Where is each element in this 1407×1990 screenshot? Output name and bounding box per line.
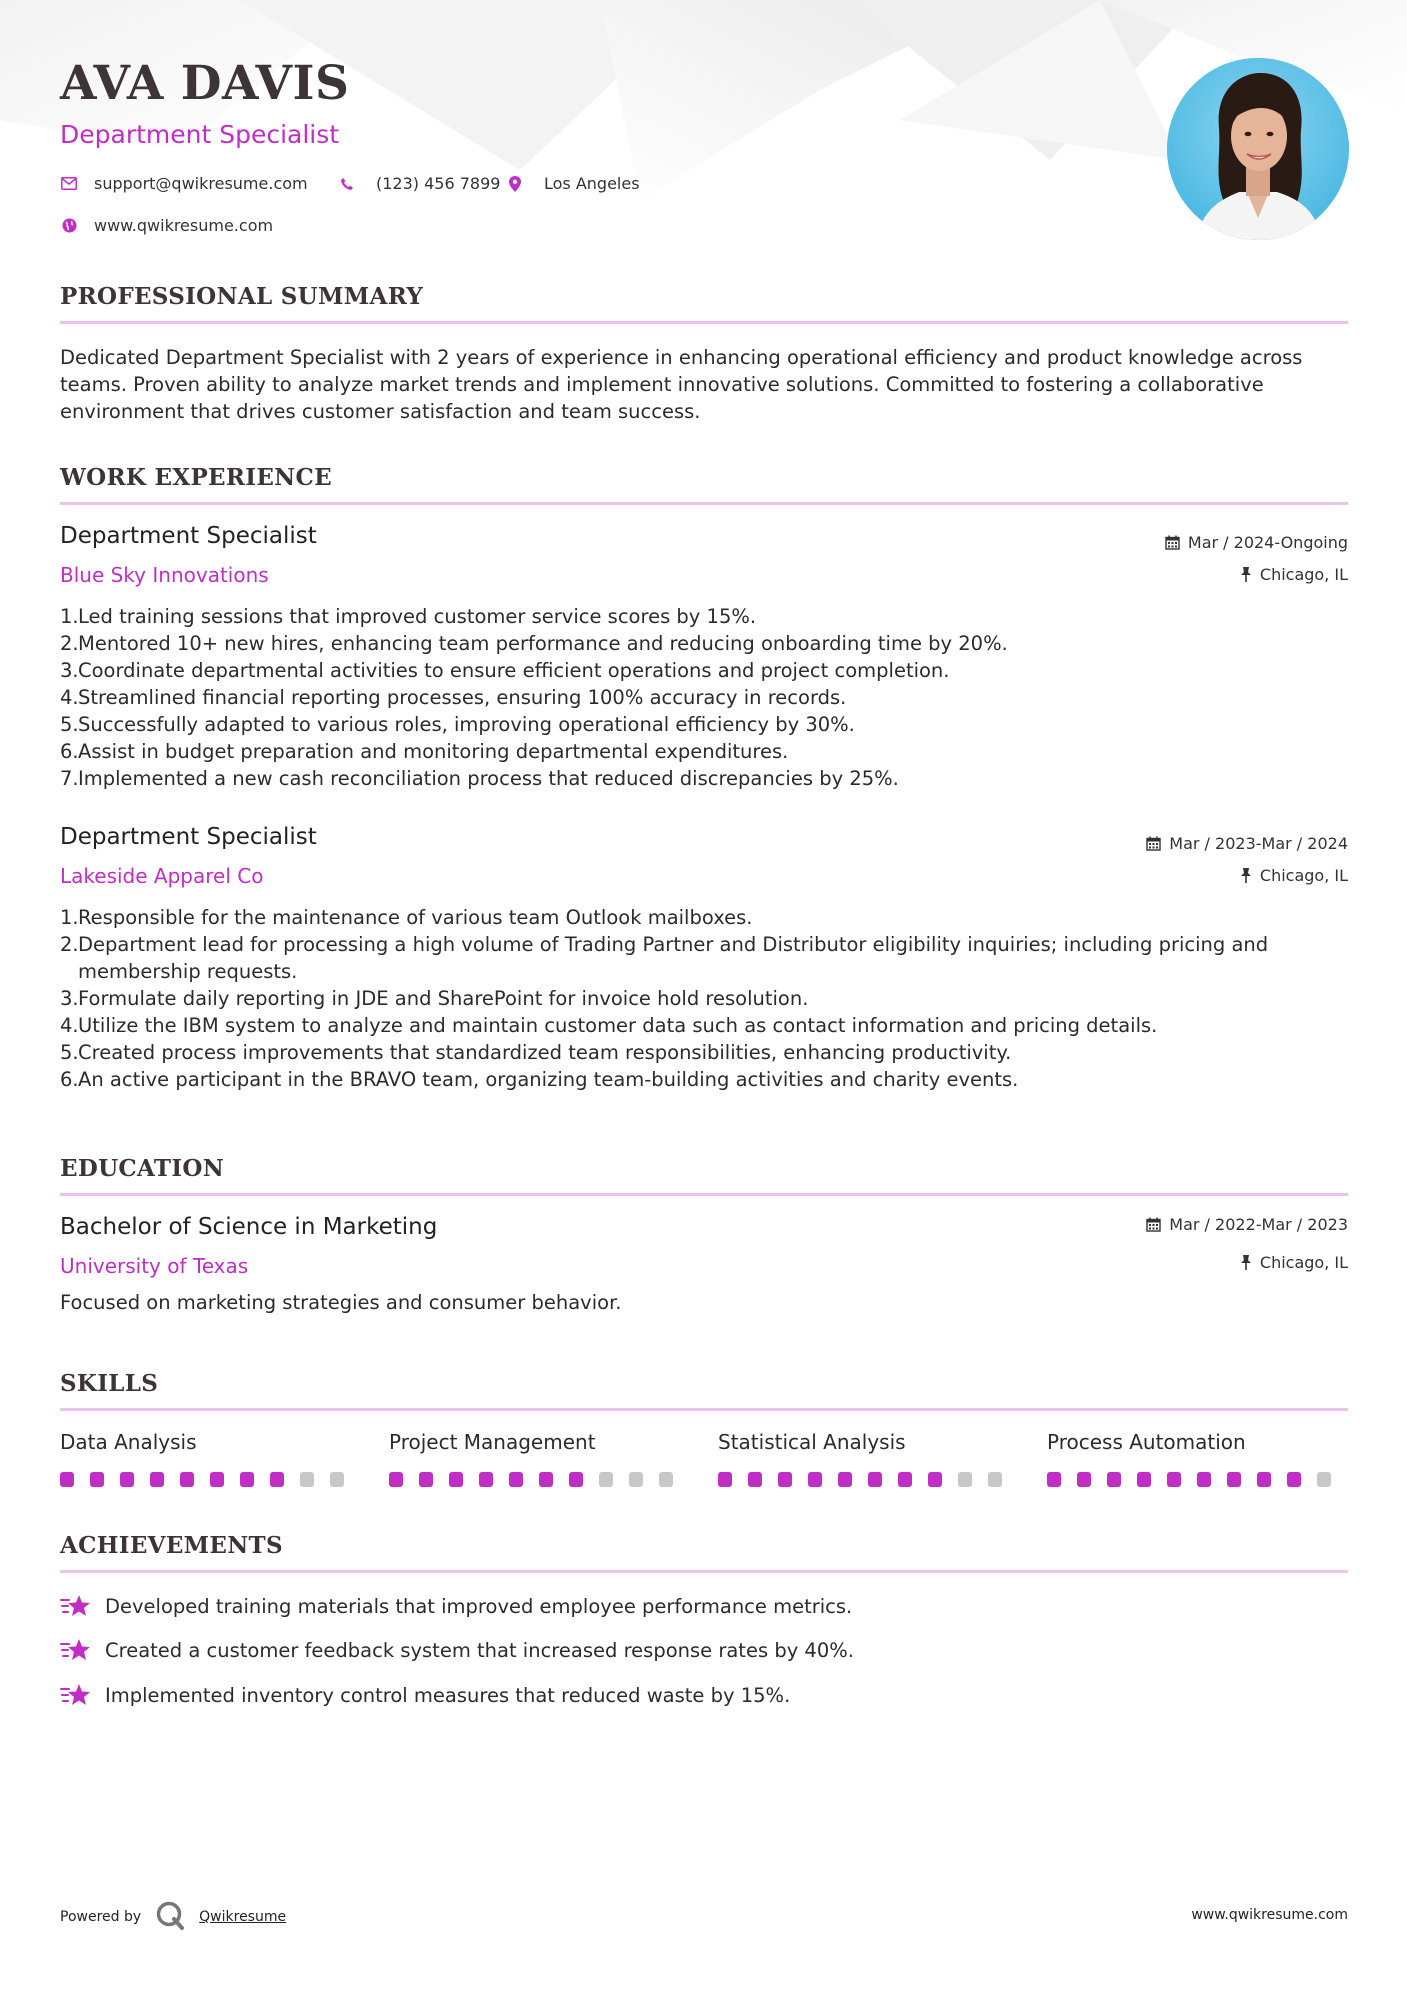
summary-text: Dedicated Department Specialist with 2 years of experience in enhancing operational efficiency and product knowledge across teams. Proven ability to analyze market trends and implement innovative solutions. Committed to fostering a collaborative environment that drives customer satisfaction and team success.: [60, 346, 1303, 423]
job-dates-text: Mar / 2023-Mar / 2024: [1169, 834, 1348, 853]
job-dates: [1165, 533, 1348, 552]
skill-dot-empty: [629, 1472, 643, 1487]
education-location-text: Chicago, IL: [1259, 1253, 1348, 1272]
globe-icon: [60, 217, 78, 235]
skill-dot-empty: [599, 1472, 613, 1487]
achievement-text: Created a customer feedback system that increased response rates by 40%.: [105, 1638, 854, 1662]
list-item: 5. Successfully adapted to various roles, improving operational efficiency by 30%.: [60, 713, 855, 736]
list-item: 7. Implemented a new cash reconciliation process that reduced discrepancies by 25%.: [60, 767, 899, 790]
pushpin-icon: [1240, 868, 1252, 883]
skills-heading: SKILLS: [60, 1370, 159, 1397]
job-location: [1240, 866, 1348, 885]
skill-dot-filled: [539, 1472, 553, 1487]
skill-dot-filled: [210, 1472, 224, 1487]
skill-dot-filled: [150, 1472, 164, 1487]
skill-rating: [389, 1472, 689, 1487]
profile-photo: [1167, 58, 1349, 240]
job-bullets: [60, 603, 1350, 792]
skill-label: Process Automation: [1047, 1430, 1246, 1454]
contact-email[interactable]: [60, 174, 308, 193]
education-heading: EDUCATION: [60, 1155, 225, 1182]
contact-location: [506, 174, 640, 193]
skill-dot-filled: [1107, 1472, 1121, 1487]
skill-dot-filled: [479, 1472, 493, 1487]
star-achievement-icon: [60, 1681, 92, 1709]
skill-dot-filled: [1167, 1472, 1181, 1487]
calendar-icon: [1146, 836, 1161, 851]
skill-dot-filled: [180, 1472, 194, 1487]
job-location: [1240, 565, 1348, 584]
skill-dot-filled: [449, 1472, 463, 1487]
skill-label: Statistical Analysis: [718, 1430, 906, 1454]
star-achievement-icon: [60, 1592, 92, 1620]
skill-rating: [60, 1472, 360, 1487]
experience-divider: [60, 502, 1348, 505]
brand-link[interactable]: Qwikresume: [199, 1909, 287, 1925]
calendar-icon: [1146, 1217, 1161, 1232]
qwikresume-logo-icon: [155, 1900, 185, 1934]
list-item: 1. Responsible for the maintenance of various team Outlook mailboxes.: [60, 906, 753, 929]
skill-dot-empty: [300, 1472, 314, 1487]
footer-powered-by: [60, 1900, 286, 1934]
job-company: Lakeside Apparel Co: [60, 864, 264, 888]
education-dates: [1146, 1215, 1348, 1234]
list-item: 3. Coordinate departmental activities to ensure efficient operations and project completion.: [60, 659, 950, 682]
skill-dot-filled: [1077, 1472, 1091, 1487]
experience-heading: WORK EXPERIENCE: [60, 464, 332, 491]
education-divider: [60, 1193, 1348, 1196]
skill-dot-filled: [748, 1472, 762, 1487]
phone-icon: [338, 175, 356, 193]
email-icon: [60, 175, 78, 193]
job-dates-text: Mar / 2024-Ongoing: [1187, 533, 1348, 552]
footer-website[interactable]: www.qwikresume.com: [1191, 1907, 1348, 1923]
skill-dot-filled: [808, 1472, 822, 1487]
list-item: 2. Department lead for processing a high volume of Trading Partner and Distributor eligibility inquiries; including pricing and membership requests.: [60, 933, 1269, 983]
candidate-name: AVA DAVIS: [60, 56, 350, 111]
list-item: 3. Formulate daily reporting in JDE and SharePoint for invoice hold resolution.: [60, 987, 809, 1010]
phone-text: (123) 456 7899: [376, 174, 501, 193]
achievements-heading: ACHIEVEMENTS: [60, 1532, 283, 1559]
list-item: 4. Utilize the IBM system to analyze and maintain customer data such as contact information and pricing details.: [60, 1014, 1158, 1037]
summary-heading: PROFESSIONAL SUMMARY: [60, 283, 424, 310]
achievement-item: [60, 1636, 854, 1664]
skill-dot-filled: [1137, 1472, 1151, 1487]
job-location-text: Chicago, IL: [1259, 565, 1348, 584]
contact-website[interactable]: [60, 216, 273, 235]
education-degree: Bachelor of Science in Marketing: [60, 1214, 438, 1240]
skill-dot-filled: [1257, 1472, 1271, 1487]
skill-item: [1047, 1430, 1347, 1487]
job-title: Department Specialist: [60, 824, 317, 850]
location-pin-icon: [506, 175, 524, 193]
skill-dot-empty: [330, 1472, 344, 1487]
skill-dot-filled: [898, 1472, 912, 1487]
summary-divider: [60, 321, 1348, 324]
list-item: 6. Assist in budget preparation and monitoring departmental expenditures.: [60, 740, 789, 763]
achievement-item: [60, 1681, 790, 1709]
job-title: Department Specialist: [60, 523, 317, 549]
education-description: Focused on marketing strategies and consumer behavior.: [60, 1291, 622, 1314]
email-text: support@qwikresume.com: [94, 174, 308, 193]
skill-dot-filled: [509, 1472, 523, 1487]
list-item: 5. Created process improvements that standardized team responsibilities, enhancing productivity.: [60, 1041, 1012, 1064]
job-location-text: Chicago, IL: [1259, 866, 1348, 885]
skill-dot-filled: [90, 1472, 104, 1487]
education-dates-text: Mar / 2022-Mar / 2023: [1169, 1215, 1348, 1234]
list-item: 4. Streamlined financial reporting processes, ensuring 100% accuracy in records.: [60, 686, 847, 709]
skill-dot-filled: [120, 1472, 134, 1487]
skill-dot-filled: [1287, 1472, 1301, 1487]
pushpin-icon: [1240, 567, 1252, 582]
skill-dot-empty: [1317, 1472, 1331, 1487]
skill-dot-filled: [718, 1472, 732, 1487]
skill-dot-empty: [958, 1472, 972, 1487]
candidate-title: Department Specialist: [60, 120, 340, 149]
achievement-item: [60, 1592, 852, 1620]
skill-dot-filled: [569, 1472, 583, 1487]
location-text: Los Angeles: [544, 174, 640, 193]
skill-item: [60, 1430, 360, 1487]
job-company: Blue Sky Innovations: [60, 563, 269, 587]
skills-divider: [60, 1408, 1348, 1411]
skill-dot-filled: [1197, 1472, 1211, 1487]
skill-dot-filled: [270, 1472, 284, 1487]
skill-dot-filled: [60, 1472, 74, 1487]
skill-dot-filled: [240, 1472, 254, 1487]
skill-dot-filled: [1047, 1472, 1061, 1487]
job-bullets: [60, 904, 1350, 1093]
skill-dot-filled: [928, 1472, 942, 1487]
calendar-icon: [1165, 535, 1180, 550]
skill-rating: [718, 1472, 1018, 1487]
skill-dot-filled: [1227, 1472, 1241, 1487]
skill-dot-filled: [838, 1472, 852, 1487]
achievements-divider: [60, 1570, 1348, 1573]
skill-item: [389, 1430, 689, 1487]
skill-dot-filled: [389, 1472, 403, 1487]
contact-phone[interactable]: [338, 174, 500, 193]
education-location: [1240, 1253, 1348, 1272]
pushpin-icon: [1240, 1255, 1252, 1270]
skill-dot-empty: [659, 1472, 673, 1487]
skill-item: [718, 1430, 1018, 1487]
skill-label: Project Management: [389, 1430, 596, 1454]
job-dates: [1146, 834, 1348, 853]
skill-dot-filled: [868, 1472, 882, 1487]
list-item: 1. Led training sessions that improved customer service scores by 15%.: [60, 605, 757, 628]
skill-dot-filled: [419, 1472, 433, 1487]
list-item: 6. An active participant in the BRAVO team, organizing team-building activities and charity events.: [60, 1068, 1019, 1091]
list-item: 2. Mentored 10+ new hires, enhancing team performance and reducing onboarding time by 20%.: [60, 632, 1008, 655]
skill-dot-filled: [778, 1472, 792, 1487]
star-achievement-icon: [60, 1636, 92, 1664]
powered-by-label: Powered by: [60, 1909, 142, 1925]
skill-label: Data Analysis: [60, 1430, 197, 1454]
achievement-text: Implemented inventory control measures that reduced waste by 15%.: [105, 1683, 791, 1707]
education-school: University of Texas: [60, 1254, 249, 1278]
skill-dot-empty: [988, 1472, 1002, 1487]
website-text: www.qwikresume.com: [94, 216, 274, 235]
skill-rating: [1047, 1472, 1347, 1487]
achievement-text: Developed training materials that improved employee performance metrics.: [105, 1594, 853, 1618]
